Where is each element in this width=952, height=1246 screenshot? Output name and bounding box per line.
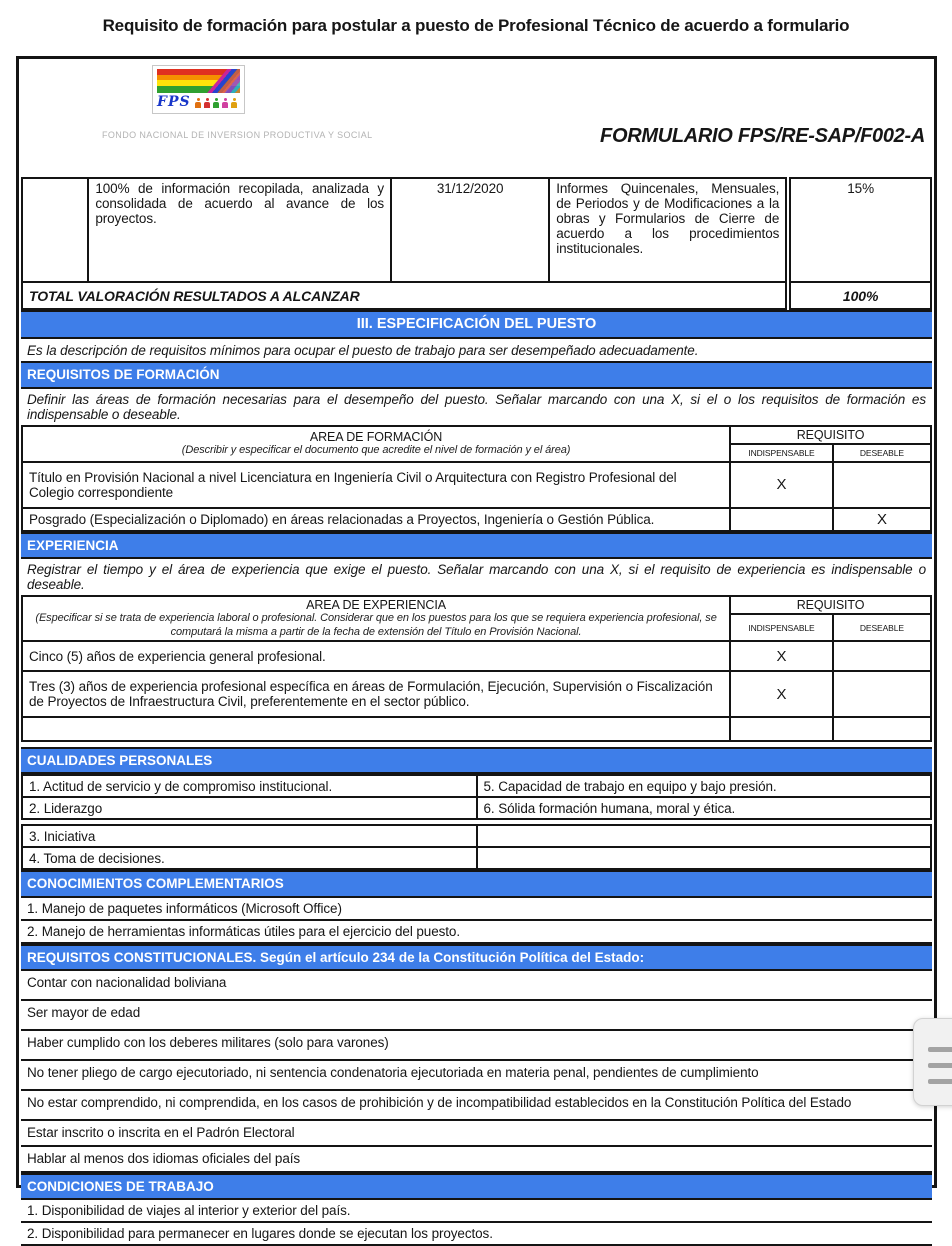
indispensable-header: INDISPENSABLE <box>730 444 833 462</box>
requisito-constitucional-item: Haber cumplido con los deberes militares (solo para varones) <box>21 1031 932 1061</box>
result-weight-cell: 15% <box>788 178 931 282</box>
cualidad-cell <box>477 847 932 869</box>
cualidad-cell: 2. Liderazgo <box>22 797 477 819</box>
form-code: FORMULARIO FPS/RE-SAP/F002-A <box>600 125 925 147</box>
condicion-item: 2. Disponibilidad para permanecer en lugares donde se ejecutan los proyectos. <box>21 1223 932 1246</box>
section-header-cualidades: CUALIDADES PERSONALES <box>21 747 932 774</box>
area-formacion-header-cell <box>22 426 730 462</box>
table-row <box>22 717 931 741</box>
requisito-constitucional-item: Hablar al menos dos idiomas oficiales del país <box>21 1147 932 1173</box>
document-title: Requisito de formación para postular a puesto de Profesional Técnico de acuerdo a formulario <box>102 16 850 35</box>
cualidad-cell: 1. Actitud de servicio y de compromiso institucional. <box>22 775 477 797</box>
experiencia-indispensable-cell <box>730 717 833 741</box>
conocimiento-item: 2. Manejo de herramientas informáticas útiles para el ejercicio del puesto. <box>21 921 932 944</box>
result-date-cell: 31/12/2020 <box>391 178 549 282</box>
table-row <box>22 641 931 671</box>
table-row <box>22 462 931 508</box>
table-row <box>22 797 931 819</box>
formacion-table <box>21 425 932 532</box>
requisito-constitucional-item: Contar con nacionalidad boliviana <box>21 971 932 1001</box>
area-experiencia-title: AREA DE EXPERIENCIA <box>306 597 446 612</box>
area-experiencia-header-cell <box>22 596 730 642</box>
experiencia-description: Registrar el tiempo y el área de experiencia que exige el puesto. Señalar marcando con una X, si el requisito de experiencia es indispensable o deseable. <box>27 561 926 592</box>
experiencia-table <box>21 595 932 743</box>
handle-line-icon <box>928 1079 952 1084</box>
handle-line-icon <box>928 1047 952 1052</box>
experiencia-deseable-cell <box>833 717 931 741</box>
requisito-constitucional-item: No estar comprendido, ni comprendida, en los casos de prohibición y de incompatibilidad establecidos en la Constitución Política del Estado <box>21 1091 932 1121</box>
fps-flag-icon <box>157 69 240 93</box>
formacion-area-cell: Posgrado (Especialización o Diplomado) en áreas relacionadas a Proyectos, Ingeniería o Gestión Pública. <box>22 508 730 531</box>
fps-logo-text: FPS <box>157 94 191 110</box>
results-table <box>21 177 932 310</box>
formacion-description: Definir las áreas de formación necesarias para el desempeño del puesto. Señalar marcando con una X, si el o los requisitos de formación es indispensable o deseable. <box>27 391 926 422</box>
table-header-row <box>22 426 931 444</box>
table-row <box>22 671 931 717</box>
cualidades-table-bottom <box>21 824 932 870</box>
experiencia-area-cell <box>22 717 730 741</box>
formacion-indispensable-cell <box>730 508 833 531</box>
table-row <box>22 775 931 797</box>
table-row <box>22 508 931 531</box>
people-icon <box>195 98 238 109</box>
row-number-cell <box>22 178 88 282</box>
indispensable-header: INDISPENSABLE <box>730 614 833 641</box>
cualidad-cell: 3. Iniciativa <box>22 825 477 847</box>
table-row <box>22 282 931 309</box>
experiencia-indispensable-cell: X <box>730 641 833 671</box>
experiencia-indispensable-cell: X <box>730 671 833 717</box>
requisito-header: REQUISITO <box>730 596 931 615</box>
cualidad-cell: 6. Sólida formación humana, moral y ética. <box>477 797 932 819</box>
total-label-cell: TOTAL VALORACIÓN RESULTADOS A ALCANZAR <box>22 282 788 309</box>
table-row <box>22 825 931 847</box>
side-panel-handle[interactable] <box>913 1018 952 1106</box>
formacion-deseable-cell <box>833 462 931 508</box>
section-header-formacion: REQUISITOS DE FORMACIÓN <box>21 361 932 388</box>
conocimiento-item: 1. Manejo de paquetes informáticos (Microsoft Office) <box>21 898 932 921</box>
section-header-experiencia: EXPERIENCIA <box>21 532 932 559</box>
experiencia-deseable-cell <box>833 671 931 717</box>
formacion-deseable-cell: X <box>833 508 931 531</box>
formacion-area-cell: Título en Provisión Nacional a nivel Licenciatura en Ingeniería Civil o Arquitectura con Registro Profesional del Colegio correspondiente <box>22 462 730 508</box>
form-page <box>16 56 937 1242</box>
total-value-cell: 100% <box>788 282 931 309</box>
result-verification-cell: Informes Quincenales, Mensuales, de Periodos y de Modificaciones a la obras y Formularios de Cierre de acuerdo a los procedimientos institucionales. <box>549 178 788 282</box>
requisito-constitucional-item: Ser mayor de edad <box>21 1001 932 1031</box>
deseable-header: DESEABLE <box>833 444 931 462</box>
table-row <box>22 178 931 282</box>
fps-logo <box>152 65 245 114</box>
cualidades-table-top <box>21 774 932 820</box>
table-header-row <box>22 596 931 615</box>
section-header-conocimientos: CONOCIMIENTOS COMPLEMENTARIOS <box>21 870 932 897</box>
table-row <box>22 847 931 869</box>
requisito-header: REQUISITO <box>730 426 931 444</box>
requisito-constitucional-item: Estar inscrito o inscrita en el Padrón Electoral <box>21 1121 932 1147</box>
cualidad-cell <box>477 825 932 847</box>
result-description-cell: 100% de información recopilada, analizada y consolidada de acuerdo al avance de los proyectos. <box>88 178 391 282</box>
especificacion-description: Es la descripción de requisitos mínimos para ocupar el puesto de trabajo para ser desempeñado adecuadamente. <box>27 343 699 359</box>
cualidad-cell: 5. Capacidad de trabajo en equipo y bajo presión. <box>477 775 932 797</box>
experiencia-deseable-cell <box>833 641 931 671</box>
condicion-item: 1. Disponibilidad de viajes al interior y exterior del país. <box>21 1200 932 1223</box>
area-formacion-title: AREA DE FORMACIÓN <box>309 429 443 444</box>
organization-name: FONDO NACIONAL DE INVERSION PRODUCTIVA Y SOCIAL <box>102 130 373 140</box>
form-header <box>21 59 932 177</box>
experiencia-area-cell: Cinco (5) años de experiencia general profesional. <box>22 641 730 671</box>
section-header-constitucionales: REQUISITOS CONSTITUCIONALES. Según el artículo 234 de la Constitución Política del Estado: <box>21 944 932 971</box>
deseable-header: DESEABLE <box>833 614 931 641</box>
requisito-constitucional-item: No tener pliego de cargo ejecutoriado, ni sentencia condenatoria ejecutoriada en materia penal, pendientes de cumplimiento <box>21 1061 932 1091</box>
formacion-indispensable-cell: X <box>730 462 833 508</box>
handle-line-icon <box>928 1063 952 1068</box>
section-header-especificacion: III. ESPECIFICACIÓN DEL PUESTO <box>21 310 932 339</box>
cualidad-cell: 4. Toma de decisiones. <box>22 847 477 869</box>
area-experiencia-subtitle: (Especificar si se trata de experiencia laboral o profesional. Considerar que en los puestos para los que se requiera experiencia profesional, se computará la misma a partir de la fecha de extensión del Título en Provisión Nacional. <box>35 611 717 638</box>
experiencia-area-cell: Tres (3) años de experiencia profesional específica en áreas de Formulación, Ejecución, Supervisión o Fiscalización de Proyectos de Infraestructura Civil, preferentemente en el sector público. <box>22 671 730 717</box>
section-header-condiciones: CONDICIONES DE TRABAJO <box>21 1173 932 1200</box>
area-formacion-subtitle: (Describir y especificar el documento que acredite el nivel de formación y el área) <box>181 443 571 456</box>
